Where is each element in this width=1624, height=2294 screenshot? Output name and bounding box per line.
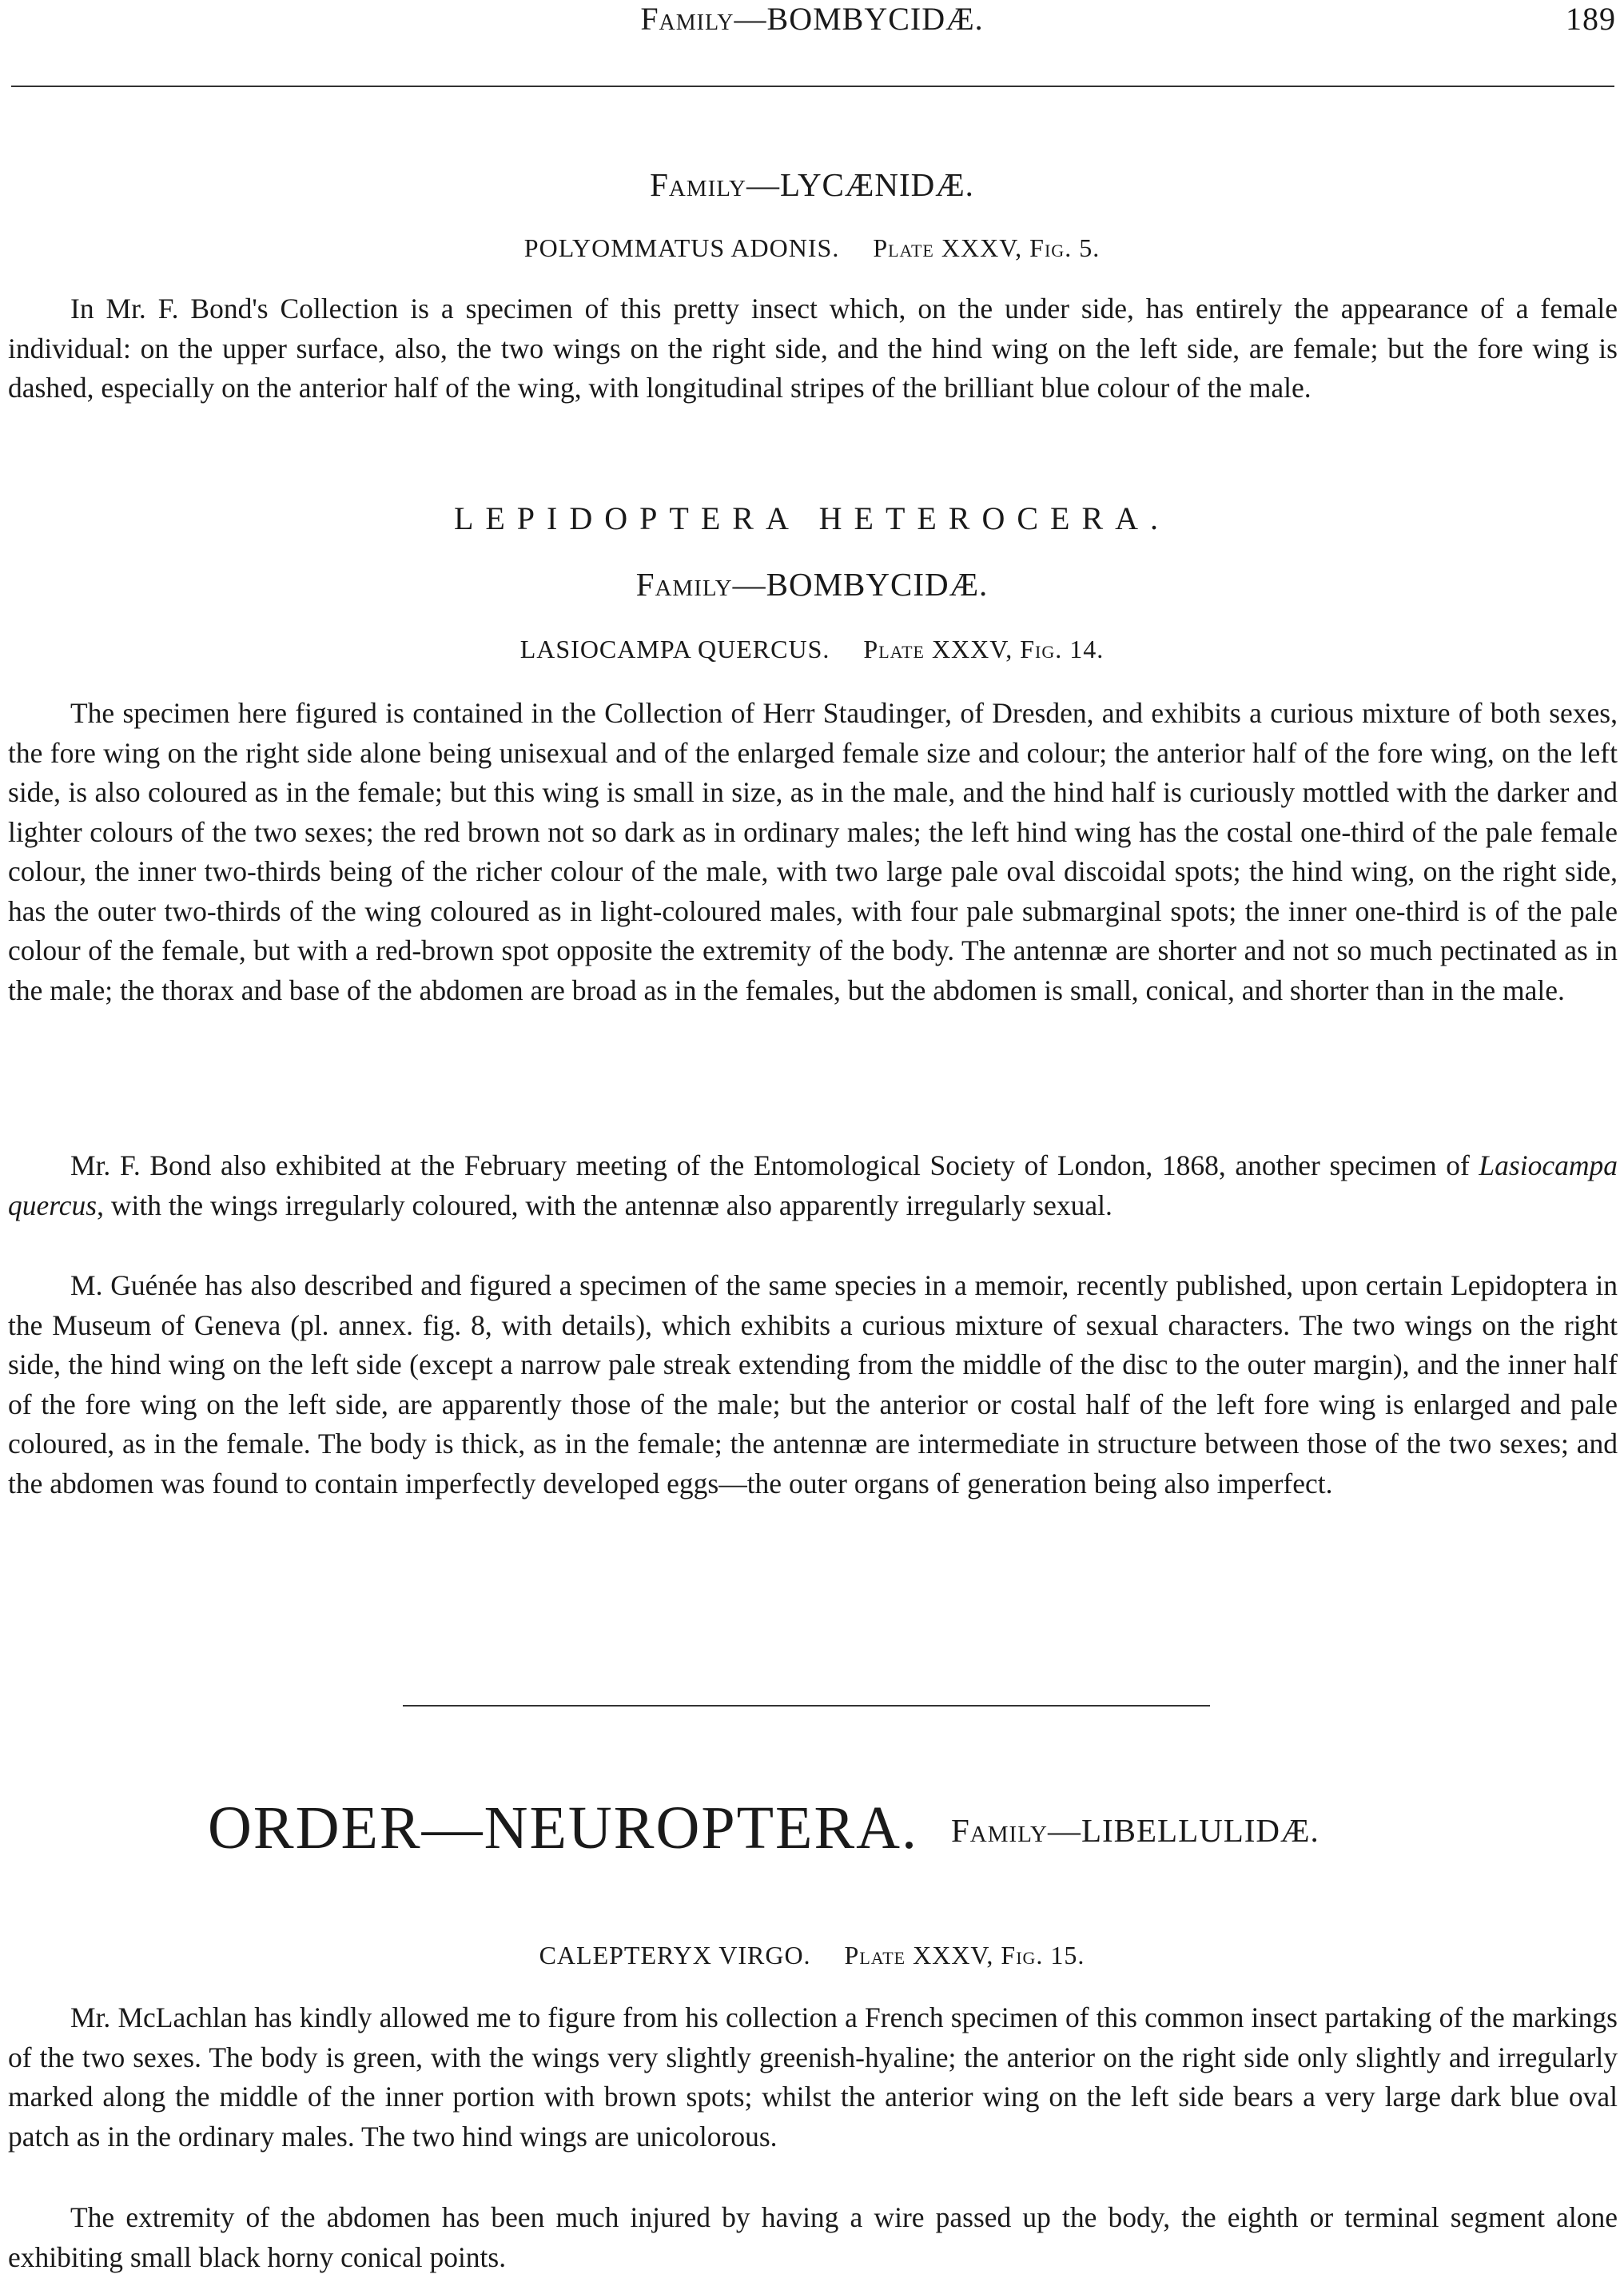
family-heading-lycaenidae: Family—LYCÆNIDÆ. — [650, 166, 974, 203]
suborder-heading: LEPIDOPTERA HETEROCERA. — [453, 500, 1171, 536]
running-head-title: Family—BOMBYCIDÆ. — [640, 1, 984, 37]
species-name: POLYOMMATUS ADONIS. — [523, 233, 840, 262]
paragraph-lasiocampa-1: The specimen here figured is contained in the Collection of Herr Staudinger, of Dresden, and exhibits a curious mixture of both sexes, the fore wing on the right side alone being unisexual and of the enlarged female size and colour; the anterior half of the fore wing, on the left side, is also coloured as in the female; but this wing is small in size, as in the male, and the hind half is curiously mottled with the darker and lighter colours of the two sexes; the red brown not so dark as in ordinary males; the left hind wing has the costal one-third of the pale female colour, the inner two-thirds being of the richer colour of the male, with two large pale oval discoidal spots; the hind wing, on the right side, has the outer two-thirds of the wing coloured as in light-coloured males, with four pale submarginal spots; the inner one-third is of the pale colour of the female, but with a red-brown spot opposite the extremity of the body. The antennæ are shorter and not so much pectinated as in the male; the thorax and base of the abdomen are broad as in the females, but the abdomen is small, conical, and shorter than in the male. — [8, 697, 1618, 1006]
species-name: LASIOCAMPA QUERCUS. — [519, 635, 830, 663]
paragraph-polyommatus: In Mr. F. Bond's Collection is a specimen of this pretty insect which, on the under side, has entirely the appearance of a female individual: on the upper surface, also, the two wings on the right side, and the hind wing on the left side, are female; but the fore wing is dashed, especially on the anterior half of the wing, with longitudinal stripes of the brilliant blue colour of the male. — [8, 293, 1618, 404]
species-heading-polyommatus — [8, 233, 1616, 263]
plate-reference: Plate XXXV, Fig. 15. — [844, 1941, 1085, 1969]
species-heading-calepteryx — [8, 1941, 1616, 1970]
page-number: 189 — [1566, 1, 1616, 37]
paragraph-calepteryx-2: The extremity of the abdomen has been much injured by having a wire passed up the body, the eighth or terminal segment alone exhibiting small black horny conical points. — [8, 2201, 1618, 2273]
species-heading-lasiocampa — [8, 635, 1616, 664]
family-heading-bombycidae: Family—BOMBYCIDÆ. — [635, 566, 989, 603]
plate-reference: Plate XXXV, Fig. 14. — [863, 635, 1105, 663]
species-italic: Lasiocampa quercus — [8, 1149, 1618, 1221]
plate-reference: Plate XXXV, Fig. 5. — [873, 233, 1101, 262]
header-rule — [11, 86, 1614, 87]
species-name: CALEPTERYX VIRGO. — [539, 1941, 811, 1969]
paragraph-calepteryx-1: Mr. McLachlan has kindly allowed me to figure from his collection a French specimen of this common insect partaking of the markings of the two sexes. The body is green, with the wings very slightly greenish-hyaline; the anterior on the right side only slightly and irregularly marked along the middle of the inner portion with brown spots; whilst the anterior wing on the left side bears a very large dark blue oval patch as in the ordinary males. The two hind wings are unicolorous. — [8, 2001, 1618, 2153]
running-head — [8, 0, 1616, 48]
family-heading-libellulidae: Family—LIBELLULIDÆ. — [951, 1812, 1320, 1849]
order-heading-row — [8, 1794, 1616, 1874]
paragraph-text: , with the wings irregularly coloured, with the antennæ also apparently irregularly sexual. — [97, 1189, 1113, 1221]
order-title: ORDER—NEUROPTERA. — [208, 1794, 919, 1862]
section-divider — [403, 1705, 1210, 1707]
paragraph-lasiocampa-3: M. Guénée has also described and figured a specimen of the same species in a memoir, recently published, upon certain Lepidoptera in the Museum of Geneva (pl. annex. fig. 8, with details), which exhibits a curious mixture of sexual characters. The two wings on the right side, the hind wing on the left side (except a narrow pale streak extending from the middle of the disc to the outer margin), and the inner half of the fore wing on the left side, are apparently those of the male; but the anterior or costal half of the left fore wing is enlarged and pale coloured, as in the female. The body is thick, as in the female; the antennæ are intermediate in structure between those of the two sexes; and the abdomen was found to contain imperfectly developed eggs—the outer organs of generation being also imperfect. — [8, 1269, 1618, 1499]
paragraph-lasiocampa-2 — [8, 1146, 1618, 1225]
paragraph-text: Mr. F. Bond also exhibited at the February meeting of the Entomological Society of London, 1868, another specimen of — [70, 1149, 1479, 1181]
